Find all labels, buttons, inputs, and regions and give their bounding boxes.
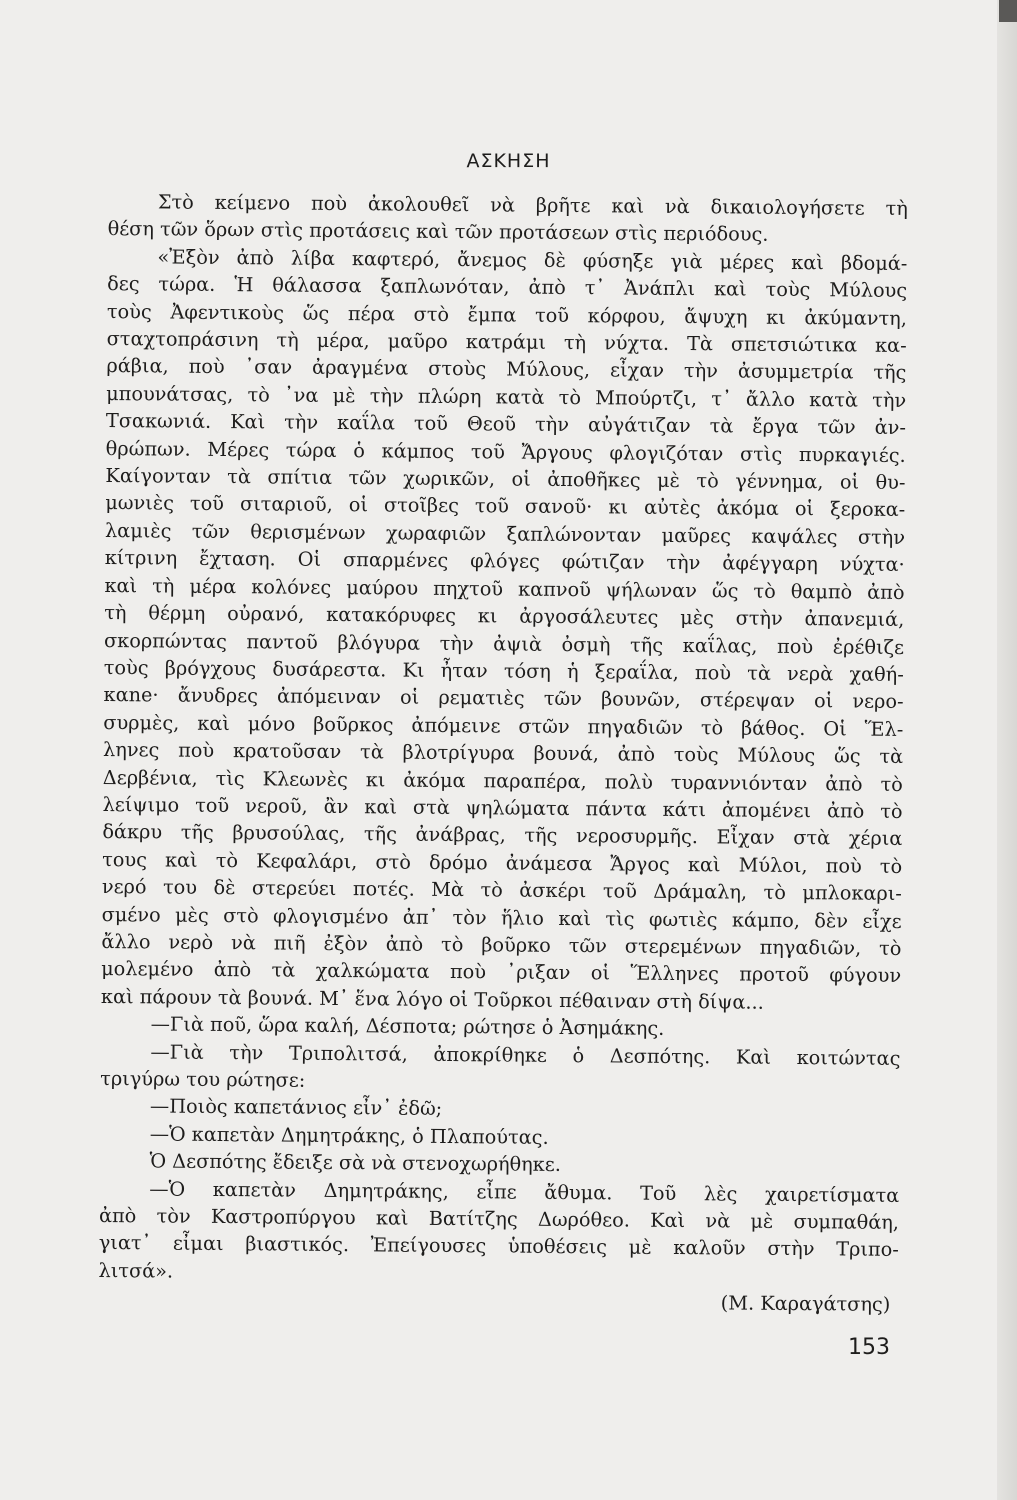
text-line: τοὺς Ἀφεντικοὺς ὥς πέρα στὸ ἔμπα τοῦ κόρφου, ἄψυχη κι ἀκύμαντη, — [106, 299, 907, 330]
body-text — [98, 188, 908, 1319]
text-line: κίτρινη ἔχταση. Οἱ σπαρμένες φλόγες φώτιζαν τὴν ἀφέγγαρη νύχτα· — [104, 546, 905, 577]
dialogue-line: —Γιὰ τὴν Τριπολιτσά, ἀποκρίθηκε ὁ Δεσπότης. Καὶ κοιτώντας — [150, 1039, 901, 1070]
text-line: καὶ τὴ μέρα κολόνες μαύρου πηχτοῦ καπνοῦ ψήλωναν ὥς τὸ θαμπὸ ἀπὸ — [104, 573, 905, 604]
text-line: θρώπων. Μέρες τώρα ὁ κάμπος τοῦ Ἄργους φλογιζόταν στὶς πυρκαγιές. — [105, 436, 906, 467]
text-line: ληνες ποὺ κρατοῦσαν τὰ βλοτρίγυρα βουνά, ἀπὸ τοὺς Μύλους ὥς τὰ — [102, 738, 904, 769]
text-line: καne· ἄνυδρες ἀπόμειναν οἱ ρεματιὲς τῶν βουνῶν, στέρεψαν οἱ νερο- — [103, 683, 904, 714]
text-line: «Ἐξὸν ἀπὸ λίβα καφτερό, ἄνεμος δὲ φύσηξε γιὰ μέρες καὶ βδομά- — [157, 245, 908, 275]
page-number: 153 — [848, 1335, 890, 1360]
text-line: θέση τῶν ὅρων στὶς προτάσεις καὶ τῶν προτάσεων στὶς περιόδους. — [107, 217, 769, 247]
text-line: καὶ πάρουν τὰ βουνά. Μ᾽ ἕνα λόγο οἱ Τοῦρκοι πέθαιναν στὴ δίψα... — [100, 984, 764, 1014]
text-line: δάκρυ τῆς βρυσούλας, τῆς ἀνάβρας, τῆς νεροσυρμῆς. Εἶχαν στὰ χέρια — [102, 820, 903, 851]
text-line: Ὁ Δεσπότης ἔδειξε σὰ νὰ στενοχωρήθηκε. — [149, 1149, 562, 1177]
text-line: μωνιὲς τοῦ σιταριοῦ, οἱ στοῖβες τοῦ σανοῦ· κι αὐτὲς ἀκόμα οἱ ξεροκα- — [105, 491, 906, 522]
text-line: λείψιμο τοῦ νεροῦ, ἂν καὶ στὰ ψηλώματα πάντα κάτι ἀπομένει ἀπὸ τὸ — [102, 792, 903, 823]
page-corner-shadow — [999, 0, 1017, 22]
author-attribution: (Μ. Καραγάτσης) — [720, 1291, 891, 1317]
text-line: ράβια, ποὺ ᾽σαν ἀραγμένα στοὺς Μύλους, εἶχαν τὴν ἀσυμμετρία τῆς — [106, 354, 907, 385]
text-line: νερό του δὲ στερεύει ποτές. Μὰ τὸ ἀσκέρι τοῦ Δράμαλη, τὸ μπλοκαρι- — [101, 875, 902, 906]
text-line: μπουνάτσας, τὸ ᾽να μὲ τὴν πλώρη κατὰ τὸ Μπούρτζι, τ᾽ ἄλλο κατὰ τὴν — [106, 381, 907, 412]
dialogue-line: —Γιὰ ποῦ, ὥρα καλή, Δέσποτα; ρώτησε ὁ Ἀσημάκης. — [150, 1012, 665, 1041]
text-line: γιατ᾽ εἶμαι βιαστικός. Ἐπείγουσες ὑποθέσεις μὲ καλοῦν στὴν Τριπο- — [98, 1231, 899, 1262]
page-edge — [997, 0, 1017, 1500]
text-line: ἀπὸ τὸν Καστροπύργου καὶ Βατίτζης Δωρόθεο. Καὶ νὰ μὲ συμπαθάη, — [98, 1203, 900, 1234]
text-line: Δερβένια, τὶς Κλεωνὲς κι ἀκόμα παραπέρα, πολὺ τυραννιόνταν ἀπὸ τὸ — [102, 765, 903, 796]
text-line: Τσακωνιά. Καὶ τὴν καΐλα τοῦ Θεοῦ τὴν αὐγάτιζαν τὰ ἔργα τῶν ἀν- — [105, 409, 907, 440]
text-line: τοὺς βρόγχους δυσάρεστα. Κι ἦταν τόση ἡ ξεραΐλα, ποὺ τὰ νερὰ χαθή- — [103, 655, 904, 686]
text-line: μολεμένο ἀπὸ τὰ χαλκώματα ποὺ ᾽ριξαν οἱ Ἕλληνες προτοῦ φύγουν — [101, 957, 902, 988]
page-title: ΑΣΚΗΣΗ — [466, 150, 551, 172]
text-line: σμένο μὲς στὸ φλογισμένο ἀπ᾽ τὸν ἥλιο καὶ τὶς φωτιὲς κάμπο, δὲν εἶχε — [101, 902, 902, 933]
dialogue-line: —Ὁ καπετὰν Δημητράκης, ὁ Πλαπούτας. — [149, 1122, 549, 1149]
text-line: σκορπώντας παντοῦ βλόγυρα τὴν ἀψιὰ ὀσμὴ τῆς καΐλας, ποὺ ἐρέθιζε — [103, 628, 905, 659]
text-line: τους καὶ τὸ Κεφαλάρι, στὸ δρόμο ἀνάμεσα Ἄργος καὶ Μύλοι, ποὺ τὸ — [102, 847, 903, 878]
text-line: σταχτοπράσινη τὴ μέρα, μαῦρο κατράμι τὴ νύχτα. Τὰ σπετσιώτικα κα- — [106, 327, 907, 358]
text-line: λαμιὲς τῶν θερισμένων χωραφιῶν ξαπλώνονταν μαῦρες καψάλες στὴν — [104, 518, 906, 549]
text-line: δες τώρα. Ἡ θάλασσα ξαπλωνόταν, ἀπὸ τ᾽ Ἀνάπλι καὶ τοὺς Μύλους — [107, 272, 908, 303]
text-line: συρμὲς, καὶ μόνο βοῦρκος ἀπόμεινε στῶν πηγαδιῶν τὸ βάθος. Οἱ Ἕλ- — [103, 710, 904, 741]
dialogue-line: —Ποιὸς καπετάνιος εἶν᾽ ἐδῶ; — [149, 1094, 443, 1121]
text-line: Στὸ κείμενο ποὺ ἀκολουθεῖ νὰ βρῆτε καὶ νὰ δικαιολογήσετε τὴ — [157, 190, 908, 220]
text-line: ἄλλο νερὸ νὰ πιῆ ἐξὸν ἀπὸ τὸ βοῦρκο τῶν στερεμένων πηγαδιῶν, τὸ — [101, 929, 902, 960]
text-line: τὴ θέρμη οὐρανό, κατακόρυφες κι ἀργοσάλευτες μὲς στὴν ἀπανεμιά, — [104, 601, 905, 632]
text-line: λιτσά». — [98, 1258, 174, 1283]
text-line: τριγύρω του ρώτησε: — [100, 1066, 306, 1092]
text-line: Καίγονταν τὰ σπίτια τῶν χωρικῶν, οἱ ἀποθῆκες μὲ τὸ γέννημα, οἱ θυ- — [105, 464, 906, 495]
dialogue-line: —Ὁ καπετὰν Δημητράκης, εἶπε ἄθυμα. Τοῦ λὲς χαιρετίσματα — [149, 1177, 900, 1207]
